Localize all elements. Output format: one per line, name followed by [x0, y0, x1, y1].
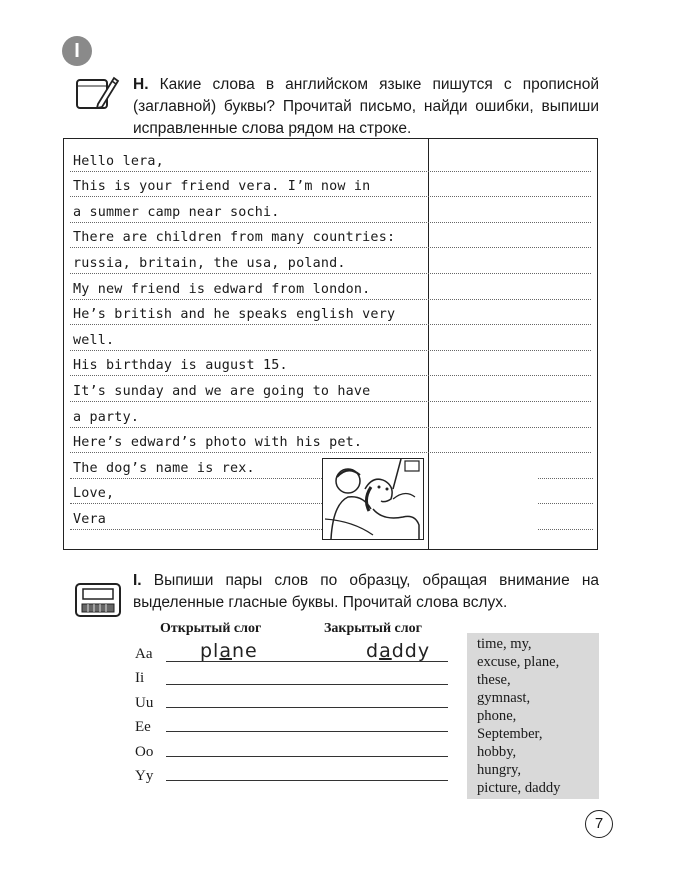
word-bank-line: September, [477, 726, 543, 742]
word-bank-line: picture, daddy [477, 780, 561, 796]
vowel-label: Uu [135, 695, 154, 711]
letter-line: My new friend is edward from london. [73, 281, 371, 297]
letter-line: The dog’s name is rex. [73, 460, 255, 476]
answer-line[interactable] [166, 707, 448, 708]
letter-line: There are children from many countries: [73, 230, 396, 246]
example-open-word: plane [200, 640, 258, 662]
word-bank-line: hobby, [477, 744, 517, 760]
task-i-label: I. [133, 572, 142, 589]
vowel-label: Ee [135, 719, 151, 735]
pencil-notebook-icon [74, 74, 120, 117]
open-syllable-header: Открытый слог [160, 621, 262, 636]
unit-badge: I [62, 36, 92, 66]
letter-line: This is your friend vera. I’m now in [73, 179, 371, 195]
task-i-instruction [133, 570, 599, 614]
vowel-label: Ii [135, 670, 145, 686]
letter-line: well. [73, 332, 115, 348]
closed-syllable-header: Закрытый слог [324, 621, 422, 636]
vowel-label: Yy [135, 768, 154, 784]
task-h-text: Какие слова в английском языке пишутся с прописной (заглавной) буквы? Прочитай письмо, найди ошибки, выпиши исправленные слова рядом на строке. [133, 76, 599, 137]
word-bank-line: time, my, [477, 636, 532, 652]
answer-line[interactable] [166, 780, 448, 781]
letter-line: Love, [73, 486, 115, 502]
boy-with-dog-photo [322, 458, 424, 540]
word-bank-line: phone, [477, 708, 517, 724]
answer-line[interactable] [166, 756, 448, 757]
letter-line: Vera [73, 511, 107, 527]
word-bank-line: excuse, plane, [477, 654, 560, 670]
letter-line: It’s sunday and we are going to have [73, 383, 371, 399]
task-h-label: H. [133, 76, 149, 93]
vowel-label: Aa [135, 646, 153, 662]
answer-line[interactable] [166, 684, 448, 685]
answer-line[interactable] [166, 731, 448, 732]
letter-line: russia, britain, the usa, poland. [73, 255, 346, 271]
letter-line: Hello lera, [73, 153, 164, 169]
word-bank [467, 633, 599, 799]
letter-line: His birthday is august 15. [73, 358, 288, 374]
task-h-instruction [133, 74, 599, 140]
device-icon [74, 582, 122, 623]
word-bank-line: hungry, [477, 762, 522, 778]
letter-line: Here’s edward’s photo with his pet. [73, 435, 363, 451]
vowel-label: Oo [135, 744, 154, 760]
task-i-text: Выпиши пары слов по образцу, обращая внимание на выделенные гласные буквы. Прочитай слова вслух. [133, 572, 599, 611]
word-bank-line: these, [477, 672, 511, 688]
letter-line: He’s british and he speaks english very [73, 307, 396, 323]
letter-line: a summer camp near sochi. [73, 204, 280, 220]
page-number: 7 [585, 810, 613, 838]
word-bank-line: gymnast, [477, 690, 531, 706]
letter-line: a party. [73, 409, 140, 425]
example-closed-word: daddy [366, 640, 431, 662]
